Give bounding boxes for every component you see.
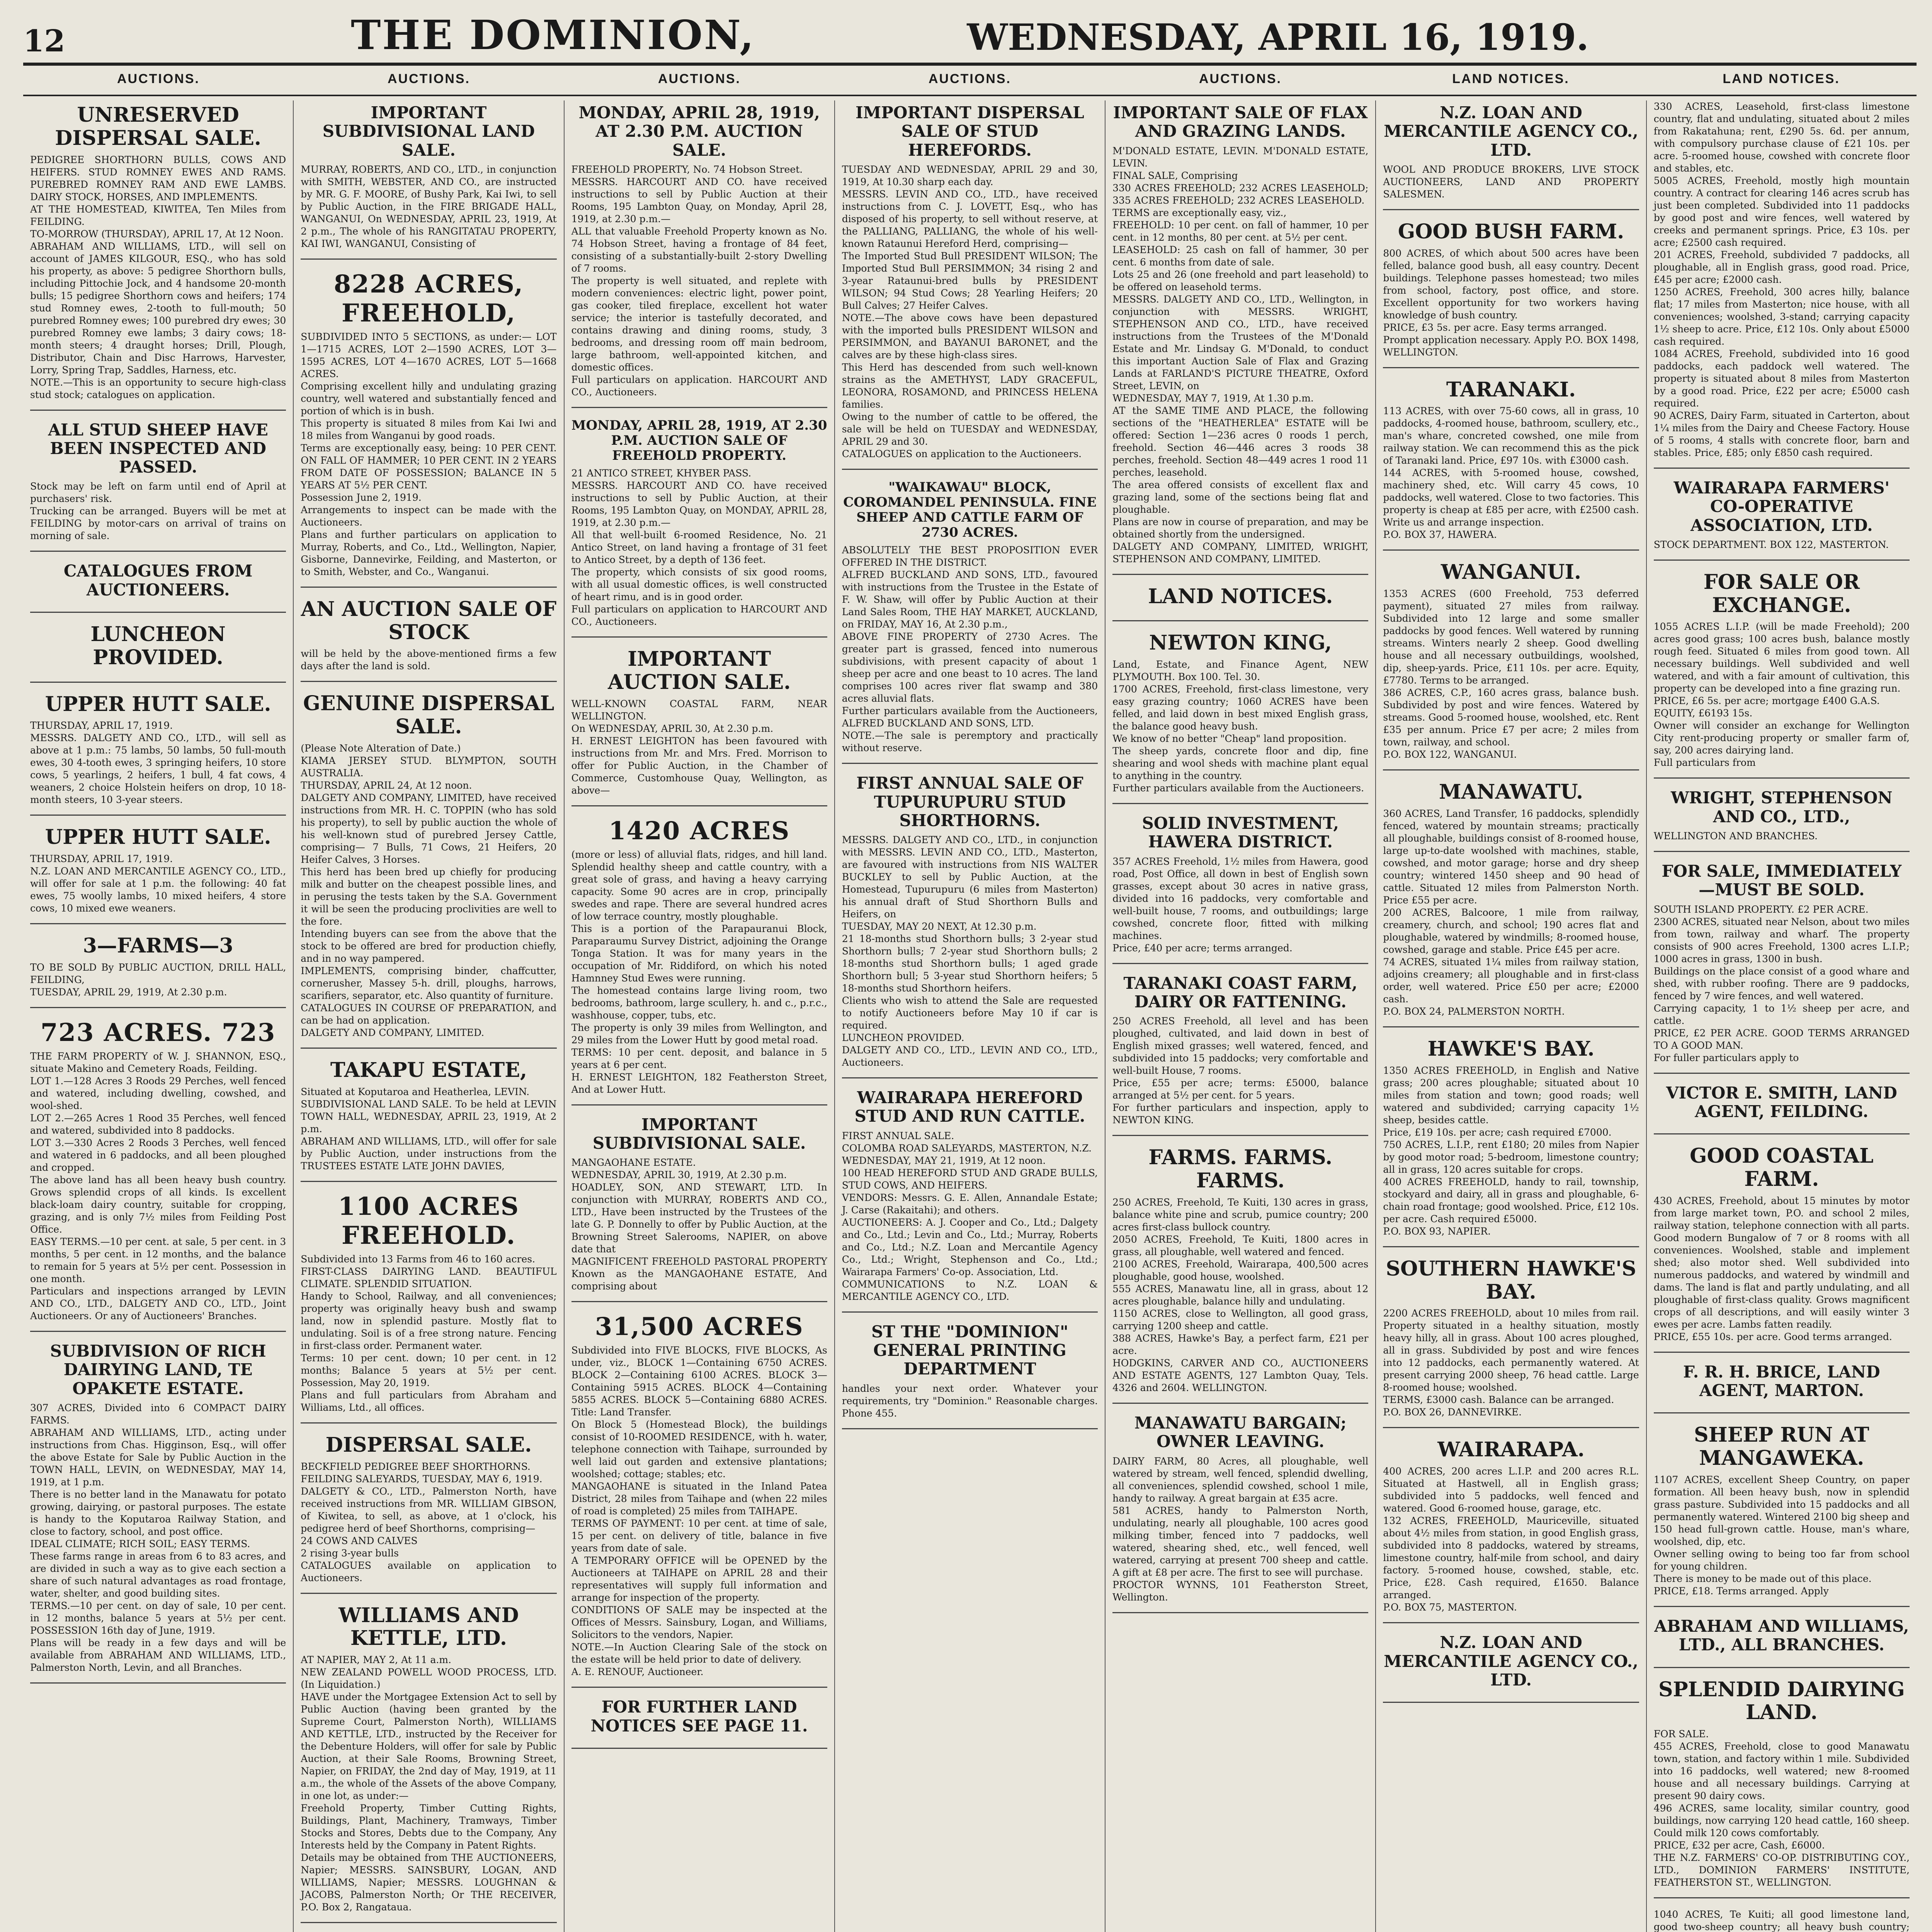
column-5 (1105, 100, 1376, 1932)
ad-heading: FIRST ANNUAL SALE OF TUPURUPURU STUD SHORTHORNS. (856, 774, 1083, 830)
ad-heading: LUNCHEON PROVIDED. (90, 622, 226, 669)
ad-body: ABSOLUTELY THE BEST PROPOSITION EVER OFFERED IN THE DISTRICT. ALFRED BUCKLAND AND SONS, LTD., favoured with instructions from the Trustee in the Estate of F. W. Shaw, will offer by Public Auction at their Land Sales Room, THE HAY MARKET, AUCKLAND, on FRIDAY, MAY 16, At 2.30 p.m., ABOVE FINE PROPERTY of 2730 Acres. The greater part is grassed, fenced into numerous subdivisions, with present capacity of about 1 sheep per acre and one beast to 10 acres. The land comprises 100 acres river flat swamp and 380 acres alluvial flats. Further particulars available from the Auctioneers, ALFRED BUCKLAND AND SONS, LTD. NOTE.—The sale is peremptory and practically without reserve. (842, 544, 1098, 754)
ad-body: 1055 ACRES L.I.P. (will be made Freehold); 200 acres good grass; 100 acres bush, balance mostly rough feed. Situated 6 miles from good town. All necessary buildings. Well subdivided and well watered, and with a fair amount of cultivation, this property can be developed into a fine grazing run. PRICE, £6 5s. per acre; mortgage £400 G.A.S. EQUITY, £6193 15s. Owner will consider an exchange for Wellington City rent-producing property or smaller farm of, say, 200 acres dairying land. Full particulars from (1653, 621, 1910, 769)
advertisement (842, 1088, 1098, 1313)
column-2 (294, 100, 564, 1932)
ad-body: FOR SALE. 455 ACRES, Freehold, close to good Manawatu town, station, and factory within 1 mile. Subdivided into 16 paddocks, well watered; new 8-roomed house and all necessary buildings. Carrying at present 90 dairy cows. 496 ACRES, same locality, similar country, good buildings, now carrying 120 head cattle, 160 sheep. Could milk 120 cows comfortably. PRICE, £32 per acre, Cash, £6000. THE N.Z. FARMERS' CO-OP. DISTRIBUTING COY., LTD., DOMINION FARMERS' INSTITUTE, FEATHERSTON ST., WELLINGTON. (1653, 1728, 1910, 1888)
ad-heading: UNRESERVED DISPERSAL SALE. (55, 103, 261, 150)
ad-body: handles your next order. Whatever your requirements, try "Dominion." Reasonable charges. Phone 455. (842, 1383, 1098, 1419)
ad-heading: FARMS. FARMS. FARMS. (1148, 1146, 1333, 1193)
ad-heading: GOOD COASTAL FARM. (1690, 1144, 1874, 1191)
advertisement (301, 598, 556, 682)
column-1 (23, 100, 294, 1932)
ad-body: Stock may be left on farm until end of April at purchasers' risk. Trucking can be arranged. Buyers will be met at FEILDING by motor-cars on arrival of trains on morning of sale. (30, 481, 286, 542)
advertisement (1654, 100, 1910, 469)
ad-body: 21 ANTICO STREET, KHYBER PASS. MESSRS. HARCOURT AND CO. have received instructions to sell by Public Auction, at their Rooms, 195 Lambton Quay, on MONDAY, APRIL 28, 1919, at 2.30 p.m.— All that well-built 6-roomed Residence, No. 21 Antico Street, on land having a frontage of 31 feet to Antico Street, by a depth of 136 feet. The property, which consists of six good rooms, with all usual domestic offices, is well constructed of heart rimu, and is in good order. Full particulars on application to HARCOURT AND CO., Auctioneers. (571, 468, 827, 628)
ad-body: TO BE SOLD By PUBLIC AUCTION, DRILL HALL, FEILDING, TUESDAY, APRIL 29, 1919, At 2.30 p.m. (30, 962, 286, 998)
advertisement (1383, 104, 1639, 210)
ad-heading: SOLID INVESTMENT, HAWERA DISTRICT. (1142, 814, 1339, 852)
column-heading: AUCTIONS. (658, 71, 741, 86)
advertisement (1383, 781, 1639, 1027)
advertisement (1654, 862, 1910, 1074)
ad-body: Subdivided into 13 Farms from 46 to 160 acres. FIRST-CLASS DAIRYING LAND. BEAUTIFUL CLIMATE. SPLENDID SITUATION. Handy to School, Railway, and all conveniences; property was originally heavy bush and swamp land, now in splendid pasture. Mostly flat to undulating. Soil is of a free strong nature. Fencing in first-class order. Permanent water. Terms: 10 per cent. down; 10 per cent. in 12 months; Balance 5 years at 5½ per cent. Possession, May 20, 1919. Plans and full particulars from Abraham and Williams, Ltd., all offices. (301, 1253, 557, 1413)
column-heading: AUCTIONS. (117, 71, 200, 86)
ad-heading: MANAWATU. (1439, 780, 1583, 804)
advertisement (30, 693, 286, 816)
ad-acreage: 8228 ACRES, FREEHOLD, (333, 269, 524, 328)
ad-body: MANGAOHANE ESTATE. WEDNESDAY, APRIL 30, 1919, At 2.30 p.m. HOADLEY, SON, AND STEWART, LTD. In conjunction with MURRAY, ROBERTS AND CO., LTD., Have been instructed by the Trustees of the late G. P. Donnelly to offer by Public Auction, at the Browning Street Salerooms, NAPIER, on above date that MAGNIFICENT FREEHOLD PASTORAL PROPERTY Known as the MANGAOHANE ESTATE, And comprising about (571, 1157, 827, 1292)
ad-acreage: 1100 ACRES FREEHOLD. (338, 1192, 520, 1250)
advertisement (30, 104, 286, 411)
ad-heading: FOR SALE, IMMEDIATELY—MUST BE SOLD. (1662, 862, 1902, 900)
advertisement (1383, 378, 1639, 551)
ad-heading: MONDAY, APRIL 28, 1919, AT 2.30 P.M. AUCTION SALE OF FREEHOLD PROPERTY. (571, 417, 827, 464)
ad-heading: SHEEP RUN AT MANGAWEKA. (1694, 1423, 1869, 1470)
ad-body: (Please Note Alteration of Date.) KIAMA JERSEY STUD. BLYMPTON, SOUTH AUSTRALIA. THURSDAY, APRIL 24, At 12 noon. DALGETY AND COMPANY, LIMITED, have received instructions from MR. H. C. TOPPIN (who has sold his property), to sell by public auction the whole of his well-known stud of purebred Jersey Cattle, comprising— 7 Bulls, 71 Cows, 21 Heifers, 20 Heifer Calves, 3 Horses. This herd has been bred up chiefly for producing milk and butter on the cheapest possible lines, and in perusing the tests taken by the S.A. Government it will be seen the producing proclivities are well to the fore. Intending buyers can see from the above that the stock to be offered are bred for production chiefly, and in no way pampered. IMPLEMENTS, comprising binder, chaffcutter, cornerusher, Massey 5-h. drill, ploughs, harrows, scarifiers, separator, etc. Also quantity of furniture. CATALOGUES IN COURSE OF PREPARATION, and can be had on application. DALGETY AND COMPANY, LIMITED. (301, 743, 557, 1039)
advertisement (571, 1698, 827, 1749)
issue-date: WEDNESDAY, APRIL 16, 1919. (967, 16, 1589, 59)
ad-heading: CATALOGUES FROM AUCTIONEERS. (63, 561, 253, 599)
ad-body: 113 ACRES, with over 75-60 cows, all in grass, 10 paddocks, 4-roomed house, bathroom, scullery, etc., man's whare, concreted cowshed, one mile from railway station. We can recommend this as the pick of Taranaki land. Price, £97 10s. with £3000 cash. 144 ACRES, with 5-roomed house, cowshed, machinery shed, etc. Will carry 45 cows, 10 paddocks, well watered. Close to two factories. This property is cheap at £85 per acre, with £2500 cash. Write us and arrange inspection. P.O. BOX 37, HAWERA. (1383, 405, 1639, 541)
advertisement (301, 1434, 556, 1594)
ad-heading: IMPORTANT DISPERSAL SALE OF STUD HEREFORDS. (855, 103, 1084, 160)
page-number: 12 (23, 24, 65, 59)
ad-body: 2200 ACRES FREEHOLD, about 10 miles from rail. Property situated in a healthy situation, mostly heavy hilly, all in grass. About 100 acres ploughed, all in grass. Subdivided by post and wire fences into 12 paddocks, each permanently watered. At present carrying 2000 sheep, 76 head cattle. Large 8-roomed house; woolshed. TERMS, £3000 cash. Balance can be arranged. P.O. BOX 26, DANNEVIRKE. (1383, 1308, 1639, 1418)
column-heading: AUCTIONS. (929, 71, 1011, 86)
ad-heading: MANAWATU BARGAIN; OWNER LEAVING. (1134, 1413, 1347, 1451)
ad-heading: F. R. H. BRICE, LAND AGENT, MARTON. (1683, 1362, 1880, 1400)
column-heading: AUCTIONS. (388, 71, 470, 86)
ad-heading: UPPER HUTT SALE. (45, 692, 271, 716)
ad-body: STOCK DEPARTMENT. BOX 122, MASTERTON. (1653, 539, 1889, 550)
ad-heading: GENUINE DISPERSAL SALE. (303, 692, 554, 739)
ad-body: FREEHOLD PROPERTY, No. 74 Hobson Street. MESSRS. HARCOURT AND CO. have received instructions to sell by Public Auction at their Rooms, 195 Lambton Quay, on Monday, April 28, 1919, at 2.30 p.m.— ALL that valuable Freehold Property known as No. 74 Hobson Street, having a frontage of 84 feet, consisting of a substantially-built 2-story Dwelling of 7 rooms. The property is well situated, and replete with modern conveniences: electric light, power point, gas cooker, tiled fireplace, excellent hot water service; the interior is tastefully decorated, and contains drawing and dining rooms, study, 3 bedrooms, and dressing room off main bedroom, large bathroom, well-appointed kitchen, and domestic offices. Full particulars on application. HARCOURT AND CO., Auctioneers. (571, 163, 827, 398)
newspaper-title: THE DOMINION, (350, 11, 755, 59)
advertisement (571, 104, 827, 408)
column-heading: AUCTIONS. (1199, 71, 1282, 86)
ad-heading: LAND NOTICES. (1148, 584, 1333, 608)
ad-heading: WAIRARAPA HEREFORD STUD AND RUN CATTLE. (854, 1088, 1085, 1126)
ad-acreage: 723 ACRES. 723 (40, 1018, 276, 1048)
ad-body: 1350 ACRES FREEHOLD, in English and Native grass; 200 acres ploughable; situated about 10 miles from station and town; good roads; well watered and subdivided; carrying capacity 1½ sheep, besides cattle. Price, £19 10s. per acre; cash required £7000. 750 ACRES, L.I.P., rent £180; 20 miles from Napier by good motor road; 5-bedroom, limestone country; all in grass, 120 acres suitable for crops. 400 ACRES FREEHOLD, handy to rail, township, stockyard and dairy, all in grass and ploughable, 6-chain road frontage; good woolshed. Price, £12 10s. per acre. Cash required £5000. P.O. BOX 93, NAPIER. (1383, 1065, 1639, 1237)
ad-body: THURSDAY, APRIL 17, 1919. N.Z. LOAN AND MERCANTILE AGENCY CO., LTD., will offer for sale at 1 p.m. the following: 40 fat ewes, 75 woolly lambs, 10 mixed heifers, 4 store cows, 10 mixed ewe weaners. (30, 853, 286, 914)
advertisement (301, 1059, 556, 1182)
advertisement (1654, 1084, 1910, 1135)
advertisement (30, 826, 286, 924)
advertisement (1112, 1146, 1368, 1404)
ad-heading: IMPORTANT SALE OF FLAX AND GRAZING LANDS. (1113, 103, 1368, 141)
ad-heading: IMPORTANT AUCTION SALE. (608, 647, 791, 694)
ad-body: 1353 ACRES (600 Freehold, 753 deferred payment), situated 27 miles from railway. Subdivided into 12 large and some smaller paddocks by good fences. Well watered by running streams. Winters nearly 2 sheep. Good dwelling house and all necessary outbuildings, woolshed, dip, sheep-yards. Price, £11 10s. per acre. Equity, £7780. Terms to be arranged. 386 ACRES, C.P., 160 acres grass, balance bush. Subdivided by post and wire fences. Watered by streams. Good 5-roomed house, woolshed, etc. Rent £35 per annum. Price £7 per acre; 2 miles from town, railway, and school. P.O. BOX 122, WANGANUI. (1383, 588, 1639, 760)
ad-body: 250 ACRES Freehold, all level and has been ploughed, cultivated, and laid down in best of English mixed grasses; well watered, fenced, and subdivided into 15 paddocks; very comfortable and well-built House, 7 rooms. Price, £55 per acre; terms: £5000, balance arranged at 5½ per cent. for 5 years. For further particulars and inspection, apply to NEWTON KING. (1112, 1015, 1369, 1126)
advertisement (1654, 571, 1910, 779)
ad-body: 430 ACRES, Freehold, about 15 minutes by motor from large market town, P.O. and school 2 miles, railway station, telephone connection with all parts. Good modern Bungalow of 7 or 8 rooms with all conveniences. Woolshed, stable and implement shed; also motor shed. Well subdivided into numerous paddocks, and watered by windmill and dams. The land is flat and partly undulating, and all ploughable of first-class quality. Grows magnificent crops of all descriptions, and will easily winter 3 ewes per acre. Lambs fatten readily. PRICE, £55 10s. per acre. Good terms arranged. (1653, 1195, 1910, 1342)
ad-body: Land, Estate, and Finance Agent, NEW PLYMOUTH. Box 100. Tel. 30. 1700 ACRES, Freehold, first-class limestone, very easy grazing country; 1060 ACRES have been felled, and laid down in best mixed English grass, the balance good heavy bush. We know of no better "Cheap" land proposition. The sheep yards, concrete floor and dip, fine shearing and wool sheds with machine plant equal to anything in the country. Further particulars available from the Auctioneers. (1112, 659, 1369, 794)
ad-heading: 3—FARMS—3 (83, 934, 233, 958)
advertisement (1112, 814, 1368, 964)
advertisement (571, 1116, 827, 1303)
ad-heading: UPPER HUTT SALE. (45, 825, 271, 849)
advertisement (1112, 1414, 1368, 1613)
ad-body: THE FARM PROPERTY of W. J. SHANNON, ESQ., situate Makino and Cemetery Roads, Feilding. LOT 1.—128 Acres 3 Roods 29 Perches, well fenced and watered, including dwelling, cowshed, and wool-shed. LOT 2.—265 Acres 1 Rood 35 Perches, well fenced and watered, subdivided into 8 paddocks. LOT 3.—330 Acres 2 Roods 3 Perches, well fenced and watered in 6 paddocks, and all been ploughed and cropped. The above land has all been heavy bush country. Grows splendid crops of all kinds. Is excellent black-loam dairy country, suitable for cropping, grazing, and is only 7½ miles from Feilding Post Office. EASY TERMS.—10 per cent. at sale, 5 per cent. in 3 months, 5 per cent. in 12 months, and the balance to remain for 5 years at 5½ per cent. Possession in one month. Particulars and inspections arranged by LEVIN AND CO., LTD., DALGETY AND CO., LTD., Joint Auctioneers. Or any of Auctioneers' Branches. (30, 1051, 286, 1322)
ad-heading: IMPORTANT SUBDIVISIONAL SALE. (592, 1115, 806, 1153)
advertisement (571, 1312, 827, 1688)
ad-heading: ST THE "DOMINION" GENERAL PRINTING DEPARTMENT (871, 1322, 1068, 1379)
advertisement (30, 623, 286, 683)
column-4 (835, 100, 1105, 1932)
column-heading: LAND NOTICES. (1723, 71, 1840, 86)
advertisement (1383, 1037, 1639, 1247)
ad-heading: HAWKE'S BAY. (1427, 1037, 1595, 1061)
ad-body: Situated at Koputaroa and Heatherlea, LEVIN. SUBDIVISIONAL LAND SALE. To be held at LEVIN TOWN HALL, WEDNESDAY, APRIL 23, 1919, At 2 p.m. ABRAHAM AND WILLIAMS, LTD., will offer for sale by Public Auction, under instructions from the TRUSTEES ESTATE LATE JOHN DAVIES, (301, 1086, 557, 1172)
advertisement (301, 1192, 556, 1423)
ad-heading: WILLIAMS AND KETTLE, LTD. (338, 1603, 519, 1650)
ad-acreage: 1420 ACRES (609, 816, 790, 845)
ad-heading: "WAIKAWAU" BLOCK, COROMANDEL PENINSULA. FINE SHEEP AND CATTLE FARM OF 2730 ACRES. (843, 479, 1097, 541)
advertisement (301, 270, 556, 588)
ad-body: SUBDIVIDED INTO 5 SECTIONS, as under:— LOT 1—1715 ACRES, LOT 2—1590 ACRES, LOT 3—1595 ACRES, LOT 4—1670 ACRES, LOT 5—1668 ACRES. Comprising excellent hilly and undulating grazing country, well watered and substantially fenced and portion of which is in bush. This property is situated 8 miles from Kai Iwi and 18 miles from Wanganui by good roads. Terms are exceptionally easy, being: 10 PER CENT. ON FALL OF HAMMER; 10 PER CENT. IN 2 YEARS FROM DATE OF POSSESSION; BALANCE IN 5 YEARS AT 5½ PER CENT. Possession June 2, 1919. Arrangements to inspect can be made with the Auctioneers. Plans and further particulars on application to Murray, Roberts, and Co., Ltd., Wellington, Napier, Gisborne, Dannevirke, Feilding, and Masterton, or to Smith, Webster, and Co., Wanganui. (301, 331, 557, 577)
ad-body: 357 ACRES Freehold, 1½ miles from Hawera, good road, Post Office, all down in best of English sown grasses, except about 30 acres in native grass, divided into 16 paddocks, very comfortable and well-built house, 7 rooms, and outbuildings; large cowshed, concrete floor, fitted with milking machines. Price, £40 per acre; terms arranged. (1112, 855, 1369, 954)
ad-heading: TAKAPU ESTATE, (330, 1058, 527, 1082)
ad-heading: WAIRARAPA FARMERS' CO-OPERATIVE ASSOCIATION, LTD. (1673, 478, 1890, 535)
advertisement (1654, 479, 1910, 561)
ad-heading: NEWTON KING, (1149, 631, 1332, 655)
advertisement (1112, 585, 1368, 622)
advertisement (301, 104, 556, 260)
advertisement (1654, 1678, 1910, 1899)
advertisement (842, 480, 1098, 764)
advertisement (1112, 974, 1368, 1136)
ad-heading: GOOD BUSH FARM. (1398, 219, 1624, 243)
advertisement (30, 562, 286, 613)
ad-heading: WRIGHT, STEPHENSON AND CO., LTD., (1670, 788, 1893, 826)
ad-body: 307 ACRES, Divided into 6 COMPACT DAIRY FARMS. ABRAHAM AND WILLIAMS, LTD., acting under instructions from Chas. Higginson, Esq., will offer the above Estate for Sale by Public Auction in the TOWN HALL, LEVIN, on WEDNESDAY, MAY 14, 1919, at 1 p.m. There is no better land in the Manawatu for potato growing, dairying, or pastoral purposes. The estate is handy to the Koputaroa Railway Station, and close to factory, school, and post office. IDEAL CLIMATE; RICH SOIL; EASY TERMS. These farms range in areas from 6 to 83 acres, and are divided in such a way as to give each section a share of such natural advantages as road frontage, water, shelter, and good building sites. TERMS.—10 per cent. on day of sale, 10 per cent. in 12 months, balance 5 years at 5½ per cent. POSSESSION 16th day of June, 1919. Plans will be ready in a few days and will be available from ABRAHAM AND WILLIAMS, LTD., Palmerston North, Levin, and all Branches. (30, 1402, 286, 1673)
ad-body: BECKFIELD PEDIGREE BEEF SHORTHORNS. FEILDING SALEYARDS, TUESDAY, MAY 6, 1919. DALGETY & CO., LTD., Palmerston North, have received instructions from MR. WILLIAM GIBSON, of Kiwitea, to sell, as above, at 1 o'clock, his pedigree herd of beef Shorthorns, comprising— 24 COWS AND CALVES 2 rising 3-year bulls CATALOGUES available on application to Auctioneers. (301, 1461, 557, 1583)
ad-body: FIRST ANNUAL SALE. COLOMBA ROAD SALEYARDS, MASTERTON, N.Z. WEDNESDAY, MAY 21, 1919, At 12 noon. 100 HEAD HEREFORD STUD AND GRADE BULLS, STUD COWS, AND HEIFERS. VENDORS: Messrs. G. E. Allen, Annandale Estate; J. Carse (Rakaitahi); and others. AUCTIONEERS: A. J. Cooper and Co., Ltd.; Dalgety and Co., Ltd.; Levin and Co., Ltd.; Murray, Roberts and Co., Ltd.; N.Z. Loan and Mercantile Agency Co., Ltd.; Wright, Stephenson and Co., Ltd.; Wairarapa Farmers' Co-op. Association, Ltd. COMMUNICATIONS to N.Z. LOAN & MERCANTILE AGENCY CO., LTD. (842, 1130, 1098, 1302)
ad-body: TUESDAY AND WEDNESDAY, APRIL 29 and 30, 1919, At 10.30 sharp each day. MESSRS. LEVIN AND CO., LTD., have received instructions from C. J. LOVETT, Esq., who has disposed of his property, to sell without reserve, at the PALLIANG, PALLIANG, the whole of his well-known Rataunui Hereford Herd, comprising— The Imported Stud Bull PRESIDENT WILSON; The Imported Stud Bull PERSIMMON; 34 rising 2 and 3-year Rataunui-bred bulls by PRESIDENT WILSON; 94 Stud Cows; 28 Yearling Heifers; 20 Bull Calves; 27 Heifer Calves. NOTE.—The above cows have been depastured with the imported bulls PRESIDENT WILSON and PERSIMMON, and BAYANUI BARONET, and the calves are by these high-class sires. This Herd has descended from such well-known strains as the AMETHYST, LADY GRACEFUL, LEONORA, ROSAMOND, and PRINCESS HELENA families. Owing to the number of cattle to be offered, the sale will be held on TUESDAY and WEDNESDAY, APRIL 29 and 30. CATALOGUES on application to the Auctioneers. (842, 163, 1098, 459)
advertisement (1654, 1908, 1910, 1932)
advertisement (1383, 561, 1639, 770)
ad-heading: IMPORTANT SUBDIVISIONAL LAND SALE. (322, 103, 535, 160)
ad-heading: MONDAY, APRIL 28, 1919, AT 2.30 P.M. AUCTION SALE. (578, 103, 820, 160)
advertisement (1383, 1257, 1639, 1429)
advertisement (1654, 789, 1910, 852)
ad-heading: TARANAKI. (1446, 378, 1576, 401)
advertisement (301, 692, 556, 1049)
ad-body: AT NAPIER, MAY 2, At 11 a.m. NEW ZEALAND POWELL WOOD PROCESS, LTD. (In Liquidation.) HAVE under the Mortgagee Extension Act to sell by Public Auction (having been granted by the Supreme Court, Palmerston North), WILLIAMS AND KETTLE, LTD., instructed by the Receiver for the Debenture Holders, will offer for sale by Public Auction, at their Sale Rooms, Browning Street, Napier, on FRIDAY, the 2nd day of May, 1919, at 11 a.m., the whole of the Assets of the above Company, in one lot, as under:— Freehold Property, Timber Cutting Rights, Buildings, Plant, Machinery, Tramways, Timber Stocks and Stores, Debts due to the Company, Any Interests held by the Company in Patent Rights. Details may be obtained from THE AUCTIONEERS, Napier; MESSRS. SAINSBURY, LOGAN, AND WILLIAMS, Napier; MESSRS. LOUGHNAN & JACOBS, Palmerston North; Or THE RECEIVER, P.O. Box 2, Rangataua. (301, 1654, 557, 1913)
ad-body: M'DONALD ESTATE, LEVIN. M'DONALD ESTATE, LEVIN. FINAL SALE, Comprising 330 ACRES FREEHOLD; 232 ACRES LEASEHOLD; 335 ACRES FREEHOLD; 232 ACRES LEASEHOLD. TERMS are exceptionally easy, viz., FREEHOLD: 10 per cent. on fall of hammer, 10 per cent. in 12 months, 80 per cent. at 5½ per cent. LEASEHOLD: 25 cash on fall of hammer, 30 per cent. 6 months from date of sale. Lots 25 and 26 (one freehold and part leasehold) to be offered on leasehold terms. MESSRS. DALGETY AND CO., LTD., Wellington, in conjunction with MESSRS. WRIGHT, STEPHENSON AND CO., LTD., have received instructions from the Trustees of the M'Donald Estate and Mr. Lindsay G. M'Donald, to conduct this important Auction Sale of Flax and Grazing Lands at FARLAND'S PICTURE THEATRE, Oxford Street, LEVIN, on WEDNESDAY, MAY 7, 1919, At 1.30 p.m. AT the SAME TIME AND PLACE, the following sections of the "HEATHERLEA" ESTATE will be offered: Section 1—236 acres 0 roods 1 perch, freehold. Section 46—446 acres 3 roods 38 perches, freehold. Section 48—449 acres 1 rood 11 perches, leasehold. The area offered consists of excellent flax and grazing land, some of the sections being flat and ploughable. Plans are now in course of preparation, and may be obtained shortly from the undersigned. DALGETY AND COMPANY, LIMITED, WRIGHT, STEPHENSON AND COMPANY, LIMITED. (1112, 145, 1369, 565)
ad-body: PEDIGREE SHORTHORN BULLS, COWS AND HEIFERS. STUD ROMNEY EWES AND RAMS. PUREBRED ROMNEY RAM AND EWE LAMBS. DAIRY STOCK, HORSES, AND IMPLEMENTS. AT THE HOMESTEAD, KIWITEA, Ten Miles from FEILDING. TO-MORROW (THURSDAY), APRIL 17, At 12 Noon. ABRAHAM AND WILLIAMS, LTD., will sell on account of JAMES KILGOUR, ESQ., who has sold his property, as above: 5 pedigree Shorthorn bulls, including Pittochie Jock, and 4 handsome 20-month bulls; 15 pedigree Shorthorn cows and heifers; 174 stud Romney ewes, 2-tooth to full-mouth; 50 purebred Romney ewes; 100 purebred dry ewes; 30 purebred Romney ewe lambs; 3 dairy cows; 18-month steers; 4 draught horses; Drill, Plough, Distributor, Chain and Disc Harrows, Harvester, Lorry, Spring Trap, Saddles, Harness, etc. NOTE.—This is an opportunity to secure high-class stud stock; catalogues on application. (30, 154, 286, 400)
advertisement (571, 418, 827, 638)
advertisement (842, 1323, 1098, 1429)
ad-heading: FOR FURTHER LAND NOTICES SEE PAGE 11. (590, 1697, 808, 1735)
ad-heading: VICTOR E. SMITH, LAND AGENT, FEILDING. (1666, 1083, 1897, 1121)
ad-body: DAIRY FARM, 80 Acres, all ploughable, well watered by stream, well fenced, splendid dwelling, all conveniences, splendid cowshed, school 1 mile, handy to railway. A great bargain at £35 acre. 581 ACRES, handy to Palmerston North, undulating, nearly all ploughable, 100 acres good milking timber, fenced into 7 paddocks, well watered, shearing shed, etc., well fenced, well watered, carrying at present 700 sheep and cattle. A gift at £8 per acre. The first to see will purchase. PROCTOR WYNNS, 101 Featherston Street, Wellington. (1112, 1455, 1369, 1603)
ad-body: 330 ACRES, Leasehold, first-class limestone country, flat and undulating, situated about 2 miles from Rakatahuna; rent, £290 5s. 6d. per annum, with compulsory purchase clause of £21 10s. per acre. 5-roomed house, cowshed with concrete floor and stables, etc. 5005 ACRES, Freehold, mostly high mountain country. A contract for clearing 146 acres scrub has just been completed. Subdivided into 11 paddocks by good post and wire fences, well watered by creeks and permanent springs. Price, £3 10s. per acre; £2500 cash required. 201 ACRES, Freehold, subdivided 7 paddocks, all ploughable, all in English grass, good road. Price, £45 per acre; £2000 cash. 1250 ACRES, Freehold, 300 acres hilly, balance flat; 17 miles from Masterton; nice house, with all conveniences; woolshed, 3-stand; carrying capacity 1½ sheep to acre. Price, £12 10s. Only about £5000 cash required. 1084 ACRES, Freehold, subdivided into 16 good paddocks, each paddock well watered. The property is situated about 8 miles from Masterton by a good road. Price, £22 per acre; £5000 cash required. 90 ACRES, Dairy Farm, situated in Carterton, about 1¼ miles from the Dairy and Cheese Factory. House of 5 rooms, 4 stalls with concrete floor, barn and stables. Price, £85; only £850 cash required. (1653, 101, 1910, 458)
ad-heading: TARANAKI COAST FARM, DAIRY OR FATTENING. (1123, 973, 1358, 1012)
ad-body: WOOL AND PRODUCE BROKERS, LIVE STOCK AUCTIONEERS, LAND AND PROPERTY SALESMEN. (1383, 163, 1639, 200)
ad-heading: DISPERSAL SALE. (325, 1433, 532, 1457)
ad-heading: WAIRARAPA. (1437, 1438, 1585, 1462)
advertisement (30, 1342, 286, 1684)
ad-heading: SPLENDID DAIRYING LAND. (1658, 1677, 1905, 1725)
ad-body: MESSRS. DALGETY AND CO., LTD., in conjunction with MESSRS. LEVIN AND CO., LTD., Masterton, are favoured with instructions from NIS WALTER BUCKLEY to sell by Public Auction, at the Homestead, Tupurupuru (6 miles from Masterton) his annual draft of Stud Shorthorn Bulls and Heifers, on TUESDAY, MAY 20 NEXT, At 12.30 p.m. 21 18-months stud Shorthorn bulls; 3 2-year stud Shorthorn bulls; 7 2-year stud Shorthorn bulls; 2 18-months stud Shorthorn bulls; 1 aged grade Shorthorn bull; 5 3-year stud Shorthorn heifers; 5 18-months stud Shorthorn heifers. Clients who wish to attend the Sale are requested to notify Auctioneers before May 10 if car is required. LUNCHEON PROVIDED. DALGETY AND CO., LTD., LEVIN AND CO., LTD., Auctioneers. (842, 834, 1098, 1068)
ad-body: 1040 ACRES, Te Kuiti; all good limestone land, good two-sheep country; all heavy bush country; (1653, 1909, 1910, 1932)
advertisement (1112, 631, 1368, 804)
advertisement (1654, 1423, 1910, 1607)
ad-body: THURSDAY, APRIL 17, 1919. MESSRS. DALGETY AND CO., LTD., will sell as above at 1 p.m.: 75 lambs, 50 lambs, 50 full-mouth ewes, 30 4-tooth ewes, 3 springing heifers, 10 store cows, 5 yearlings, 2 heifers, 1 bull, 4 fat cows, 4 weaners, 2 choice Holstein heifers on drop, 10 18-month steers, 10 3-year steers. (30, 720, 286, 806)
advertisement (842, 104, 1098, 470)
advertisement (571, 648, 827, 806)
advertisement (1383, 1438, 1639, 1623)
columns (23, 100, 1917, 1932)
advertisement (30, 1018, 286, 1332)
advertisement (1383, 1633, 1639, 1703)
ad-body: 400 ACRES, 200 acres L.I.P. and 200 acres R.L. Situated at Hastwell, all in English grass; subdivided into 5 paddocks, well fenced and watered. Good 6-roomed house, garage, etc. 132 ACRES, FREEHOLD, Mauriceville, situated about 4½ miles from station, in good English grass, subdivided into 8 paddocks, watered by streams, limestone country, half-mile from school, and dairy factory. 5-roomed house, cowshed, stable, etc. Price, £28. Cash required, £1650. Balance arranged. P.O. BOX 75, MASTERTON. (1383, 1466, 1639, 1613)
column-3 (565, 100, 835, 1932)
advertisement (30, 421, 286, 552)
ad-body: will be held by the above-mentioned firms a few days after the land is sold. (301, 648, 557, 672)
ad-body: Subdivided into FIVE BLOCKS, FIVE BLOCKS, As under, viz., BLOCK 1—Containing 6750 ACRES. BLOCK 2—Containing 6100 ACRES. BLOCK 3—Containing 5915 ACRES. BLOCK 4—Containing 5855 ACRES. BLOCK 5—Containing 6880 ACRES. Title: Land Transfer. On Block 5 (Homestead Block), the buildings consist of 10-ROOMED RESIDENCE, with h. water, telephone connection with Taihape, surrounded by well laid out garden and extensive plantations; woolshed; cottage; stables; etc. MANGAOHANE is situated in the Inland Patea District, 28 miles from Taihape and (when 22 miles of road is completed) 25 miles from TAIHAPE. TERMS OF PAYMENT: 10 per cent. at time of sale, 15 per cent. on delivery of title, balance in five years from date of sale. A TEMPORARY OFFICE will be OPENED by the Auctioneers at TAIHAPE on APRIL 28 and their representatives will supply full information and arrange for inspection of the property. CONDITIONS OF SALE may be inspected at the Offices of Messrs. Sainsbury, Logan, and Williams, Solicitors to the vendors, Napier. NOTE.—In Auction Clearing Sale of the stock on the estate will be held prior to date of delivery. A. E. RENOUF, Auctioneer. (571, 1345, 827, 1678)
ad-heading: SOUTHERN HAWKE'S BAY. (1386, 1257, 1636, 1304)
ad-body: 250 ACRES, Freehold, Te Kuiti, 130 acres in grass, balance white pine and scrub, pumice country; 200 acres first-class bullock country. 2050 ACRES, Freehold, Te Kuiti, 1800 acres in grass, all ploughable, well watered and fenced. 2100 ACRES, Freehold, Wairarapa, 400,500 acres ploughable, good house, woolshed. 555 ACRES, Manawatu line, all in grass, about 12 acres ploughable, balance hilly and undulating. 1150 ACRES, close to Wellington, all good grass, carrying 1200 sheep and cattle. 388 ACRES, Hawke's Bay, a perfect farm, £21 per acre. HODGKINS, CARVER AND CO., AUCTIONEERS AND ESTATE AGENTS, 127 Lambton Quay, Tels. 4326 and 2604. WELLINGTON. (1112, 1196, 1369, 1393)
ad-body: WELLINGTON AND BRANCHES. (1653, 830, 1818, 842)
advertisement (1654, 1363, 1910, 1414)
ad-body: WELL-KNOWN COASTAL FARM, NEAR WELLINGTON. On WEDNESDAY, APRIL 30, At 2.30 p.m. H. ERNEST LEIGHTON has been favoured with instructions from Mr. and Mrs. Fred. Morrison to offer for Public Auction, in the Chamber of Commerce, Customhouse Quay, Wellington, as above— (571, 698, 827, 796)
ad-heading: N.Z. LOAN AND MERCANTILE AGENCY CO., LTD. (1384, 1633, 1638, 1689)
ad-body: SOUTH ISLAND PROPERTY. £2 PER ACRE. 2300 ACRES, situated near Nelson, about two miles from town, railway and wharf. The property consists of 900 acres Freehold, 1300 acres L.I.P.; 1000 acres in grass, 1300 in bush. Buildings on the place consist of a good whare and shed, with rubber roofing. There are 9 paddocks, fenced by 7 wire fences, and well watered. Carrying capacity, 1 to 1½ sheep per acre, and cattle. PRICE, £2 PER ACRE. GOOD TERMS ARRANGED TO A GOOD MAN. For fuller particulars apply to (1653, 903, 1910, 1063)
ad-body: (more or less) of alluvial flats, ridges, and hill land. Splendid healthy sheep and cattle country, with a great sole of grass, and having a heavy carrying capacity. Some 90 acres are in crop, principally swedes and rape. There are several hundred acres of low terrace country, mostly ploughable. This is a portion of the Parapauranui Block, Paraparaumu Survey District, adjoining the Orange Tonga Station. It was for many years in the occupation of Mr. Riddiford, on which his noted Hamnney Stud Ewes were running. The homestead contains large living room, two bedrooms, bathroom, large scullery, h. and c., p.r.c., washhouse, copper, tubs, etc. The property is only 39 miles from Wellington, and 29 miles from the Lower Hutt by good metal road. TERMS: 10 per cent. deposit, and balance in 5 years at 6 per cent. H. ERNEST LEIGHTON, 182 Featherston Street, And at Lower Hutt. (571, 849, 827, 1095)
ad-body: 1107 ACRES, excellent Sheep Country, on paper formation. All been heavy bush, now in splendid grass pasture. Subdivided into 15 paddocks and all permanently watered. Wintered 2100 big sheep and 150 head full-grown cattle. House, man's whare, woolshed, dip, etc. Owner selling owing to being too far from school for young children. There is money to be made out of this place. PRICE, £18. Terms arranged. Apply (1653, 1474, 1910, 1597)
advertisement (30, 934, 286, 1008)
advertisement (842, 774, 1098, 1078)
advertisement (1383, 220, 1639, 368)
ad-heading: WANGANUI. (1441, 560, 1582, 584)
advertisement (1112, 104, 1368, 575)
column-6 (1376, 100, 1646, 1932)
column-headings (23, 71, 1917, 96)
column-heading: LAND NOTICES. (1452, 71, 1570, 86)
ad-heading: AN AUCTION SALE OF STOCK (301, 597, 557, 644)
column-7 (1647, 100, 1917, 1932)
ad-heading: ABRAHAM AND WILLIAMS, LTD., ALL BRANCHES. (1654, 1617, 1909, 1655)
ad-heading: ALL STUD SHEEP HAVE BEEN INSPECTED AND PASSED. (48, 420, 268, 477)
ad-body: 800 ACRES, of which about 500 acres have been felled, balance good bush, all easy country. Decent buildings. Telephone passes homestead; two miles from school, factory, post office, and store. Excellent opportunity for two workers having knowledge of bush country. PRICE, £3 5s. per acre. Easy terms arranged. Prompt application necessary. Apply P.O. BOX 1498, WELLINGTON. (1383, 247, 1639, 358)
advertisement (571, 816, 827, 1105)
advertisement (301, 1604, 556, 1923)
ad-body: 360 ACRES, Land Transfer, 16 paddocks, splendidly fenced, watered by mountain streams; practically all ploughable, buildings consist of 8-roomed house, large up-to-date woolshed with machines, stable, cowshed, and motor garage; horse and dry sheep country; wintered 1450 sheep and 90 head of cattle. Situated 12 miles from Palmerston North. Price £55 per acre. 200 ACRES, Balcoore, 1 mile from railway, creamery, church, and school; 190 acres flat and ploughable, watered by windmills; 8-roomed house, cowshed, garage and stable. Price £45 per acre. 74 ACRES, situated 1¼ miles from railway station, adjoins creamery; all ploughable and in first-class order, well watered. Price £50 per acre; £2000 cash. P.O. BOX 24, PALMERSTON NORTH. (1383, 808, 1639, 1017)
advertisement (1654, 1145, 1910, 1353)
ad-body: MURRAY, ROBERTS, AND CO., LTD., in conjunction with SMITH, WEBSTER, AND CO., are instructed by MR. G. F. MOORE, of Bushy Park, Kai Iwi, to sell by Public Auction, in the FIRE BRIGADE HALL, WANGANUI, On WEDNESDAY, APRIL 23, 1919, At 2 p.m., The whole of his RANGITATAU PROPERTY, KAI IWI, WANGANUI, Consisting of (301, 163, 557, 249)
masthead (23, 11, 1917, 66)
ad-acreage: 31,500 ACRES (595, 1312, 804, 1342)
ad-heading: N.Z. LOAN AND MERCANTILE AGENCY CO., LTD. (1384, 103, 1638, 160)
ad-heading: FOR SALE OR EXCHANGE. (1703, 570, 1860, 617)
ad-heading: SUBDIVISION OF RICH DAIRYING LAND, TE OPAKETE ESTATE. (50, 1342, 266, 1398)
advertisement (1654, 1617, 1910, 1668)
